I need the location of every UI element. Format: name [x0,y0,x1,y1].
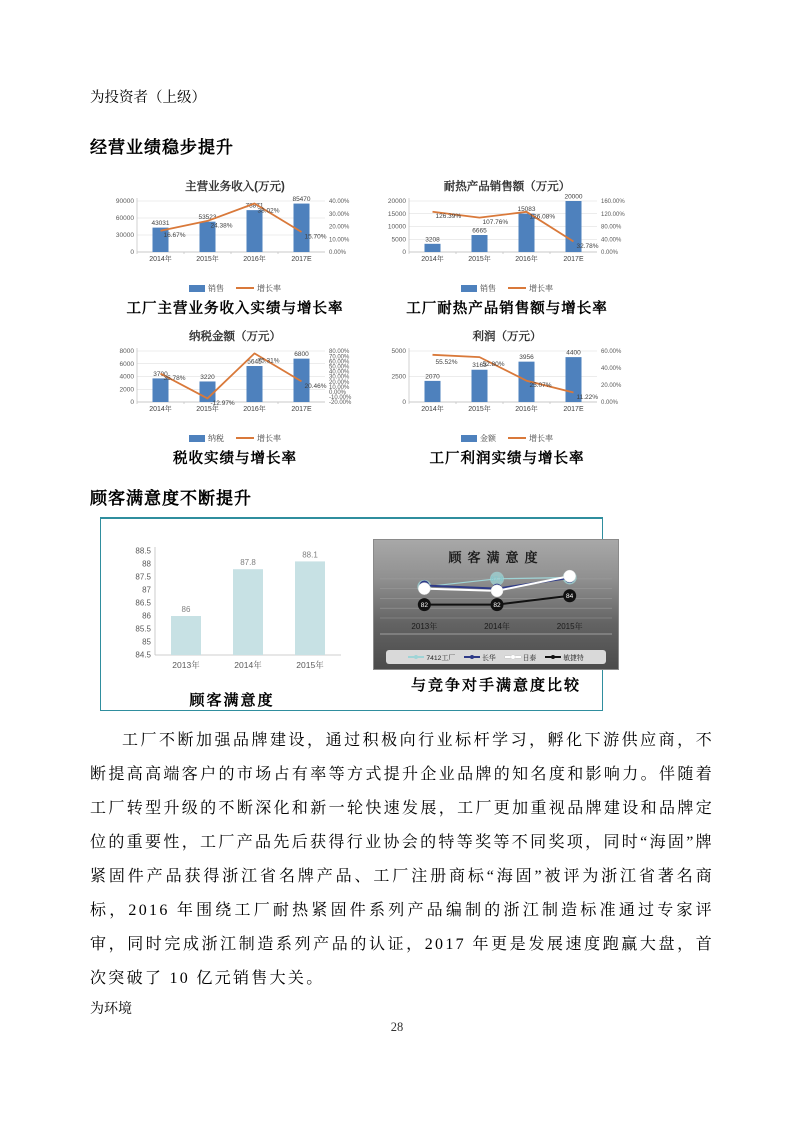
svg-text:107.76%: 107.76% [482,219,509,227]
svg-text:86: 86 [142,611,151,621]
chart-caption: 与竞争对手满意度比较 [410,677,581,694]
svg-text:15000: 15000 [387,210,406,218]
svg-text:-12.97%: -12.97% [210,399,235,407]
svg-text:75.31%: 75.31% [257,357,280,365]
svg-text:3956: 3956 [519,354,534,362]
svg-text:120.00%: 120.00% [601,211,625,218]
chart-title: 耐热产品销售额（万元） [443,181,571,193]
svg-text:2017E: 2017E [563,256,584,263]
svg-text:90000: 90000 [115,198,134,206]
competitor-chart-panel [373,539,619,670]
svg-text:24.38%: 24.38% [210,222,233,230]
svg-text:35.78%: 35.78% [163,375,186,383]
svg-text:10000: 10000 [387,223,406,231]
legend-item: 7412工厂 [408,652,455,662]
svg-text:0: 0 [402,249,406,257]
svg-text:-20.00%: -20.00% [329,400,352,407]
svg-text:2015年: 2015年 [468,406,491,413]
svg-text:3220: 3220 [200,373,215,381]
svg-text:88.5: 88.5 [135,546,151,556]
svg-text:3700: 3700 [153,370,168,378]
svg-text:3163: 3163 [472,362,487,370]
svg-text:40.00%: 40.00% [601,237,622,244]
svg-text:2014年: 2014年 [421,406,444,413]
legend-item: 增长率 [508,283,553,294]
svg-text:40.00%: 40.00% [329,199,350,206]
svg-text:2016年: 2016年 [243,256,266,263]
svg-text:15083: 15083 [517,206,536,214]
chart-legend [189,282,281,294]
svg-text:2017E: 2017E [291,256,312,263]
svg-text:60000: 60000 [115,215,134,223]
svg-text:160.00%: 160.00% [601,199,625,206]
svg-text:40.00%: 40.00% [329,369,350,376]
svg-text:11.22%: 11.22% [576,393,599,401]
svg-text:2016年: 2016年 [243,406,266,413]
svg-text:2013年: 2013年 [411,622,438,631]
legend-item: 增长率 [236,433,281,444]
body-paragraph: 工厂不断加强品牌建设，通过积极向行业标杆学习，孵化下游供应商，不断提高高端客户的市场占有率等方式提升企业品牌的知名度和影响力。伴随着工厂转型升级的不断深化和新一轮快速发展，工厂更加重视品牌建设和品牌定位的重要性，工厂产品先后获得行业协会的特等奖等不同奖项，同时“海固”牌紧固件产品获得浙江省名牌产品、工厂注册商标“海固”被评为浙江省著名商标，2016 年围绕工厂耐热紧固件系列产品编制的浙江制造标准通过专家评审，同时完成浙江制造系列产品的认证，2017 年更是发展速度跑赢大盘，首次突破了 10 亿元销售大关。 [90,732,714,987]
svg-text:2014年: 2014年 [149,406,172,413]
header-note: 为投资者（上级） [90,90,206,106]
chart-title: 主营业务收入(万元) [185,181,285,193]
chart-canvas [115,539,349,685]
chart-legend [461,432,553,444]
legend-item: 增长率 [236,283,281,294]
svg-text:30000: 30000 [115,232,134,240]
chart-canvas [373,194,641,282]
chart-canvas [374,564,618,644]
svg-text:20.00%: 20.00% [329,379,350,386]
svg-text:0: 0 [130,399,134,407]
legend-item: 纳税 [189,433,224,444]
svg-text:6000: 6000 [119,360,134,368]
svg-text:80.00%: 80.00% [601,224,622,231]
svg-text:2015年: 2015年 [468,256,491,263]
chart-canvas [373,344,641,432]
chart-caption: 工厂利润实绩与增长率 [429,451,585,467]
svg-text:2017E: 2017E [563,406,584,413]
svg-text:0.00%: 0.00% [601,400,619,407]
svg-text:2016年: 2016年 [515,406,538,413]
chart-legend [386,650,606,664]
svg-text:87: 87 [142,585,151,595]
svg-text:20000: 20000 [564,194,583,201]
svg-text:5645: 5645 [247,358,262,366]
svg-text:4400: 4400 [566,349,581,357]
svg-text:40.00%: 40.00% [601,366,622,373]
svg-text:10.00%: 10.00% [329,384,350,391]
svg-text:2016年: 2016年 [515,256,538,263]
svg-text:2014年: 2014年 [484,622,510,631]
svg-text:32.78%: 32.78% [576,243,599,251]
svg-text:55.52%: 55.52% [435,358,458,366]
page-number: 28 [390,1020,404,1034]
svg-text:2000: 2000 [119,386,134,394]
chart-competitor-comparison [373,539,619,710]
svg-text:85.5: 85.5 [135,624,151,634]
chart-heat-product-sales [373,180,641,318]
svg-text:126.08%: 126.08% [529,213,556,221]
legend-item: 增长率 [508,433,553,444]
chart-canvas [101,194,369,282]
svg-text:60.00%: 60.00% [601,349,622,356]
svg-text:16.67%: 16.67% [163,232,186,240]
svg-text:2015年: 2015年 [296,660,324,670]
svg-text:20.00%: 20.00% [329,224,350,231]
svg-text:30.00%: 30.00% [329,211,350,218]
svg-text:80.00%: 80.00% [329,349,350,356]
svg-text:88: 88 [142,559,151,569]
svg-text:85470: 85470 [292,196,311,204]
svg-text:5000: 5000 [391,348,406,356]
svg-text:52.80%: 52.80% [482,361,505,369]
business-charts-grid [101,180,645,468]
legend-item: 敏捷特 [545,652,583,662]
svg-text:88.1: 88.1 [302,550,318,560]
chart-caption: 工厂耐热产品销售额与增长率 [406,301,608,317]
svg-text:2014年: 2014年 [421,256,444,263]
chart-canvas [101,344,369,432]
svg-text:70.00%: 70.00% [329,354,350,361]
svg-text:2070: 2070 [425,373,440,381]
svg-text:82: 82 [420,602,428,610]
svg-text:85: 85 [142,637,151,647]
svg-text:2014年: 2014年 [234,660,262,670]
chart-title: 顾客满意度 [448,550,544,565]
svg-text:30.00%: 30.00% [329,374,350,381]
svg-text:2500: 2500 [391,373,406,381]
legend-item: 销售 [189,283,224,294]
svg-text:20000: 20000 [387,198,406,206]
svg-text:6665: 6665 [472,227,487,235]
svg-text:2015年: 2015年 [556,622,583,631]
svg-text:20.00%: 20.00% [601,383,622,390]
chart-main-revenue [101,180,369,318]
chart-customer-satisfaction [115,539,349,710]
svg-text:87.8: 87.8 [490,576,504,584]
svg-text:3208: 3208 [425,236,440,244]
legend-item: 长华 [464,652,496,662]
svg-text:87.8: 87.8 [240,558,256,568]
legend-item: 金额 [461,433,496,444]
svg-text:73871: 73871 [245,202,264,210]
svg-text:0.00%: 0.00% [329,390,347,396]
section-title-customer-satisfaction: 顾客满意度不断提升 [90,489,252,509]
svg-text:10.00%: 10.00% [329,237,350,244]
svg-text:84.5: 84.5 [135,650,151,660]
chart-title: 纳税金额（万元） [189,331,281,343]
legend-item: 销售 [461,283,496,294]
svg-text:0: 0 [402,399,406,407]
svg-text:2013年: 2013年 [172,660,200,670]
svg-text:38.02%: 38.02% [257,207,280,215]
svg-text:5000: 5000 [391,236,406,244]
svg-text:15.70%: 15.70% [304,233,327,241]
svg-text:8000: 8000 [119,348,134,356]
svg-text:82: 82 [493,602,501,610]
svg-text:87.5: 87.5 [135,572,151,582]
svg-text:4000: 4000 [119,373,134,381]
svg-text:2014年: 2014年 [149,256,172,263]
svg-text:50.00%: 50.00% [329,364,350,371]
section-title-business-results: 经营业绩稳步提升 [90,138,234,158]
chart-legend [189,432,281,444]
svg-text:6800: 6800 [294,351,309,359]
svg-text:0: 0 [130,249,134,257]
svg-text:2017E: 2017E [291,406,312,413]
chart-tax [101,330,369,468]
chart-profit [373,330,641,468]
legend-item: 日泰 [505,652,537,662]
svg-text:53523: 53523 [198,214,217,222]
svg-text:-10.00%: -10.00% [329,395,352,402]
svg-text:126.39%: 126.39% [435,213,462,221]
svg-text:86.5: 86.5 [135,598,151,608]
svg-text:43031: 43031 [151,220,170,228]
satisfaction-box [100,517,603,711]
svg-text:2015年: 2015年 [196,256,219,263]
footer-note: 为环境 [90,1002,132,1017]
svg-text:2015年: 2015年 [196,406,219,413]
chart-caption: 税收实绩与增长率 [173,451,297,467]
chart-legend [461,282,553,294]
svg-text:86: 86 [181,605,191,614]
svg-text:20.46%: 20.46% [304,382,327,390]
svg-text:84: 84 [566,593,574,601]
chart-caption: 顾客满意度 [189,692,275,709]
chart-caption: 工厂主营业务收入实绩与增长率 [126,301,344,317]
svg-text:25.07%: 25.07% [529,382,552,390]
chart-title: 利润（万元） [472,331,542,343]
svg-text:60.00%: 60.00% [329,359,350,366]
svg-text:0.00%: 0.00% [329,250,347,257]
svg-text:0.00%: 0.00% [601,250,619,257]
